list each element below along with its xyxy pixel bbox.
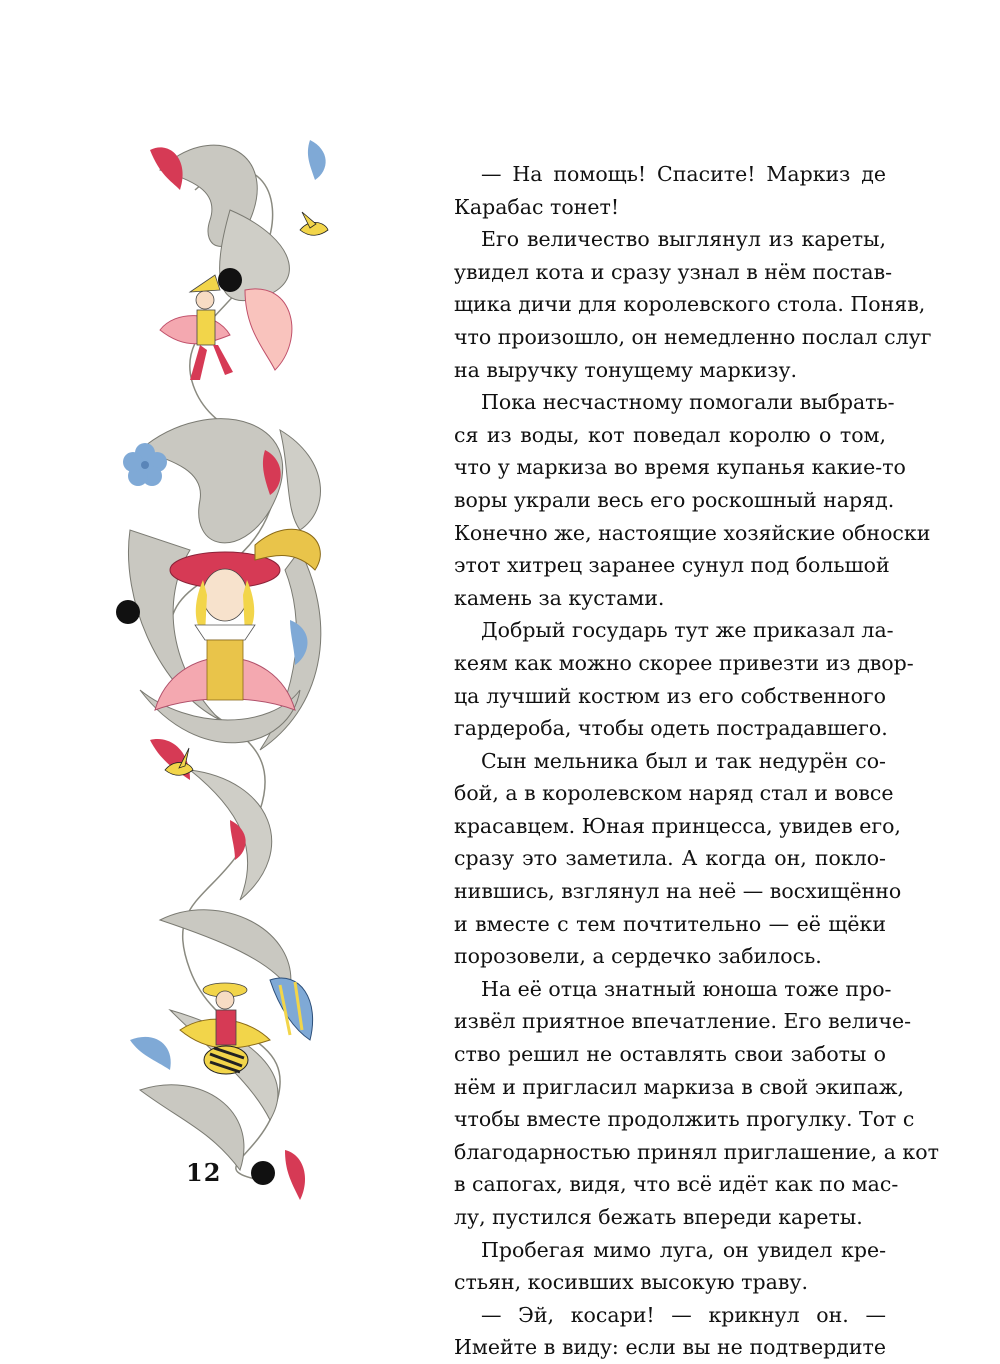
page-number: 12 bbox=[186, 1158, 222, 1187]
paragraph bbox=[454, 745, 902, 973]
text-line: ца лучший костюм из его собственного bbox=[454, 683, 886, 708]
text-line: в сапогах, видя, что всё идёт как по мас- bbox=[454, 1172, 899, 1197]
text-line: стьян, косивших высокую траву. bbox=[454, 1270, 808, 1295]
text-line: нём и пригласил маркиза в свой экипаж, bbox=[454, 1074, 905, 1099]
text-line: — На помощь! Спасите! Маркиз де bbox=[481, 162, 886, 186]
text-line: Пока несчастному помогали выбрать- bbox=[481, 390, 895, 415]
text-line: сразу это заметила. А когда он, покло- bbox=[454, 846, 886, 871]
text-line: щика дичи для королевского стола. Поняв, bbox=[454, 292, 926, 317]
text-line: благодарностью принял приглашение, а кот bbox=[454, 1139, 939, 1164]
text-line: Конечно же, настоящие хозяйские обноски bbox=[454, 520, 931, 545]
text-line: извёл приятное впечатление. Его величе- bbox=[454, 1009, 912, 1034]
story-text bbox=[454, 158, 939, 1364]
text-line: этот хитрец заранее сунул под большой bbox=[454, 553, 890, 578]
text-line: и вместе с тем почтительно — её щёки bbox=[454, 911, 886, 936]
text-line: увидел кота и сразу узнал в нём постав- bbox=[454, 259, 893, 284]
paragraph bbox=[454, 386, 931, 614]
figure-illustration bbox=[180, 978, 313, 1074]
paragraph bbox=[454, 223, 932, 386]
text-line: ся из воды, кот поведал королю о том, bbox=[454, 422, 886, 447]
paragraph bbox=[454, 1299, 886, 1364]
text-line: кеям как можно скорее привезти из двор- bbox=[454, 650, 914, 675]
text-line: ство решил не оставлять свои заботы о bbox=[454, 1042, 886, 1067]
text-line: камень за кустами. bbox=[454, 585, 665, 610]
text-line: Сын мельника был и так недурён со- bbox=[481, 748, 886, 773]
text-line: Карабас тонет! bbox=[454, 194, 620, 219]
text-line: На её отца знатный юноша тоже про- bbox=[481, 976, 892, 1001]
text-line: порозовели, а сердечко забилось. bbox=[454, 944, 822, 969]
bird-icon bbox=[300, 212, 328, 235]
paragraph bbox=[454, 614, 914, 744]
ornamental-border bbox=[100, 130, 350, 1220]
text-line: Его величество выглянул из кареты, bbox=[481, 227, 886, 252]
text-line: на выручку тонущему маркизу. bbox=[454, 357, 798, 382]
paragraph bbox=[454, 1234, 886, 1299]
ornament-svg bbox=[100, 130, 350, 1220]
text-line: что произошло, он немедленно послал слуг bbox=[454, 324, 932, 349]
text-line: гардероба, чтобы одеть пострадавшего. bbox=[454, 716, 888, 741]
text-line: что у маркиза во время купанья какие-то bbox=[454, 455, 906, 480]
text-line: воры украли весь его роскошный наряд. bbox=[454, 487, 895, 512]
text-line: нившись, взглянул на неё — восхищённо bbox=[454, 879, 902, 904]
paragraph bbox=[454, 158, 886, 223]
text-line: красавцем. Юная принцесса, увидев его, bbox=[454, 813, 901, 838]
text-line: чтобы вместе продолжить прогулку. Тот с bbox=[454, 1107, 915, 1132]
paragraph bbox=[454, 973, 939, 1234]
text-line: Пробегая мимо луга, он увидел кре- bbox=[481, 1237, 886, 1262]
text-line: лу, пустился бежать впереди кареты. bbox=[454, 1205, 863, 1229]
text-line: — Эй, косари! — крикнул он. — bbox=[481, 1302, 886, 1327]
text-line: Имейте в виду: если вы не подтвердите bbox=[454, 1335, 886, 1360]
text-line: Добрый государь тут же приказал ла- bbox=[481, 618, 894, 643]
text-line: бой, а в королевском наряд стал и вовсе bbox=[454, 781, 894, 806]
